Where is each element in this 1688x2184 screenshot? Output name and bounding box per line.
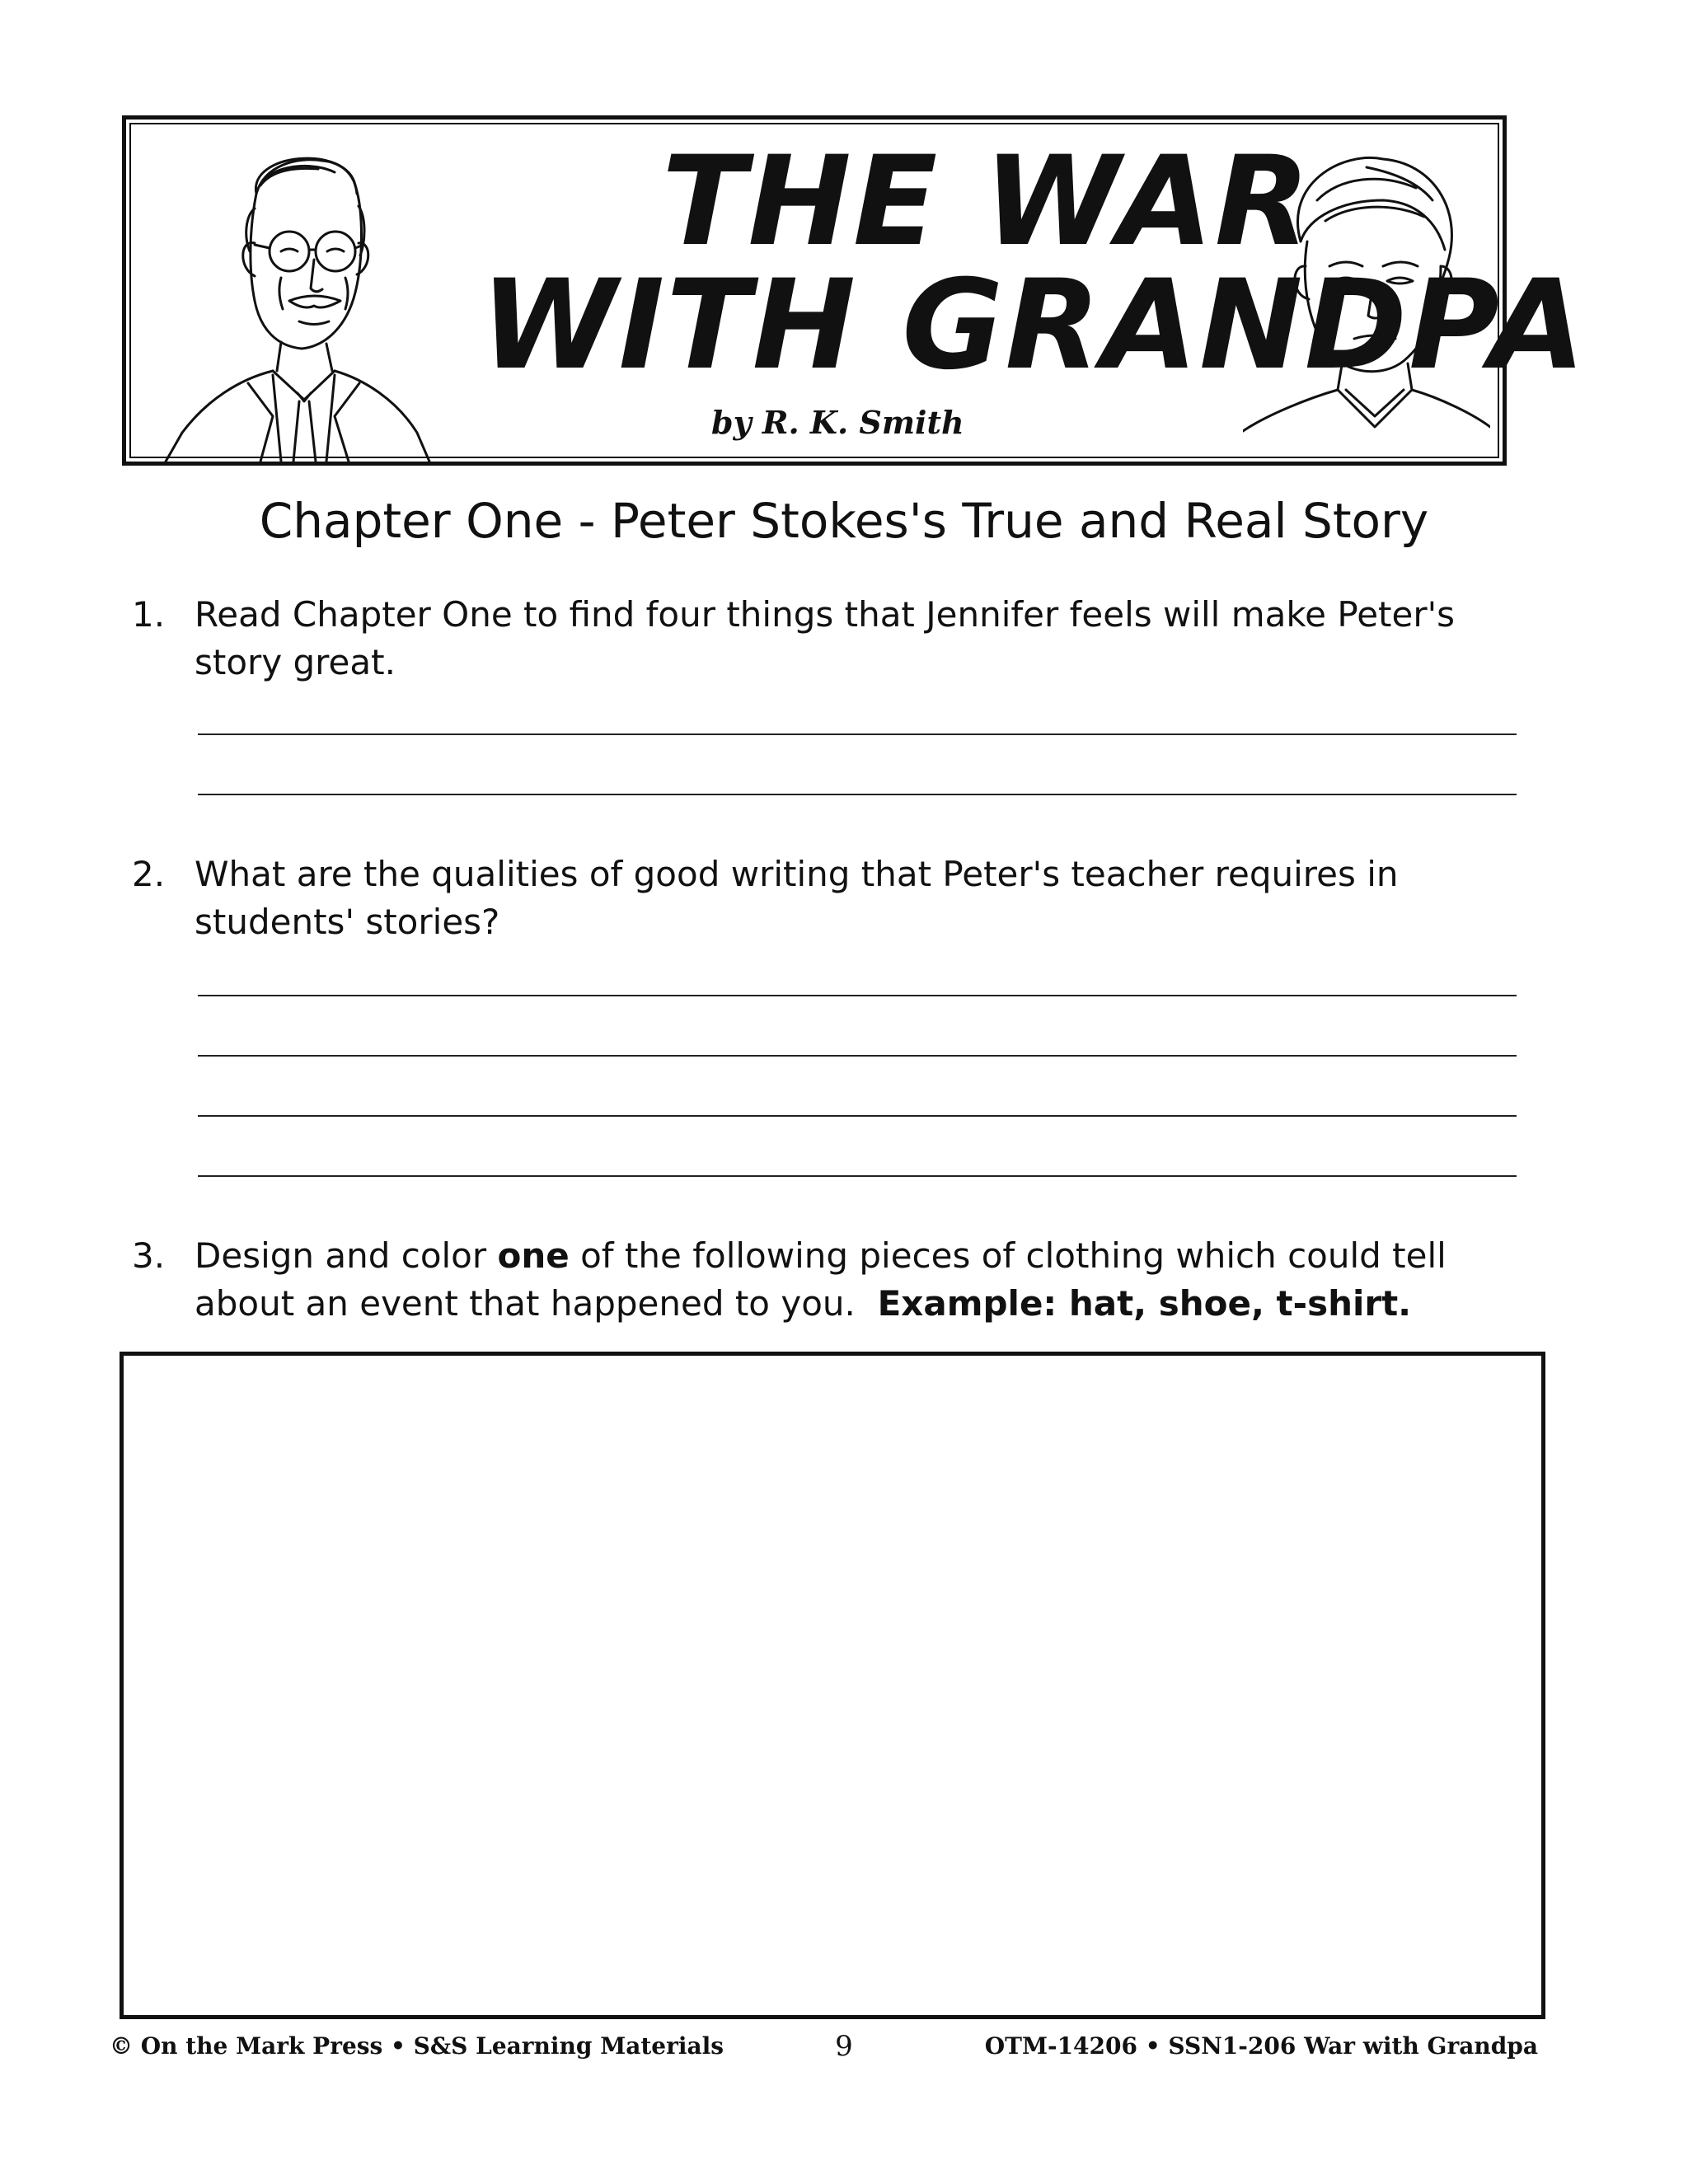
question-text-part: of the following pieces of clothing which could tell about an event that happened to you. bbox=[195, 1235, 1447, 1324]
answer-line[interactable] bbox=[198, 794, 1517, 795]
question-number: 1. bbox=[132, 594, 166, 635]
answer-line[interactable] bbox=[198, 1175, 1517, 1177]
answer-line[interactable] bbox=[198, 995, 1517, 996]
question-text: What are the qualities of good writing that Peter's teacher requires in students' stories? bbox=[195, 854, 1399, 942]
question-text: Read Chapter One to find four things that Jennifer feels will make Peter's story great. bbox=[195, 594, 1456, 682]
example-text: Example: hat, shoe, t-shirt. bbox=[877, 1283, 1412, 1324]
drawing-area-box[interactable] bbox=[120, 1352, 1545, 2019]
question-text-part: Design and color bbox=[195, 1235, 498, 1276]
footer-copyright: © On the Mark Press • S&S Learning Materials bbox=[110, 2032, 724, 2060]
chapter-title: Chapter One - Peter Stokes's True and Real Story bbox=[259, 493, 1429, 549]
grandpa-portrait-illustration bbox=[157, 136, 438, 462]
question-number: 2. bbox=[132, 854, 166, 894]
page-number: 9 bbox=[835, 2030, 853, 2063]
answer-line[interactable] bbox=[198, 1055, 1517, 1057]
question-text bbox=[195, 1232, 1530, 1328]
book-title-line2: WITH GRANDPA bbox=[481, 254, 1587, 397]
question-number: 3. bbox=[132, 1235, 166, 1276]
book-title-line1: THE WAR bbox=[662, 130, 1312, 274]
answer-line[interactable] bbox=[198, 733, 1517, 735]
emphasis-word: one bbox=[497, 1235, 570, 1276]
boy-portrait-illustration bbox=[1243, 143, 1490, 456]
author-byline: by R. K. Smith bbox=[711, 404, 964, 441]
title-banner bbox=[122, 115, 1587, 466]
footer-product-code: OTM-14206 • SSN1-206 War with Grandpa bbox=[984, 2032, 1538, 2060]
answer-line[interactable] bbox=[198, 1115, 1517, 1117]
